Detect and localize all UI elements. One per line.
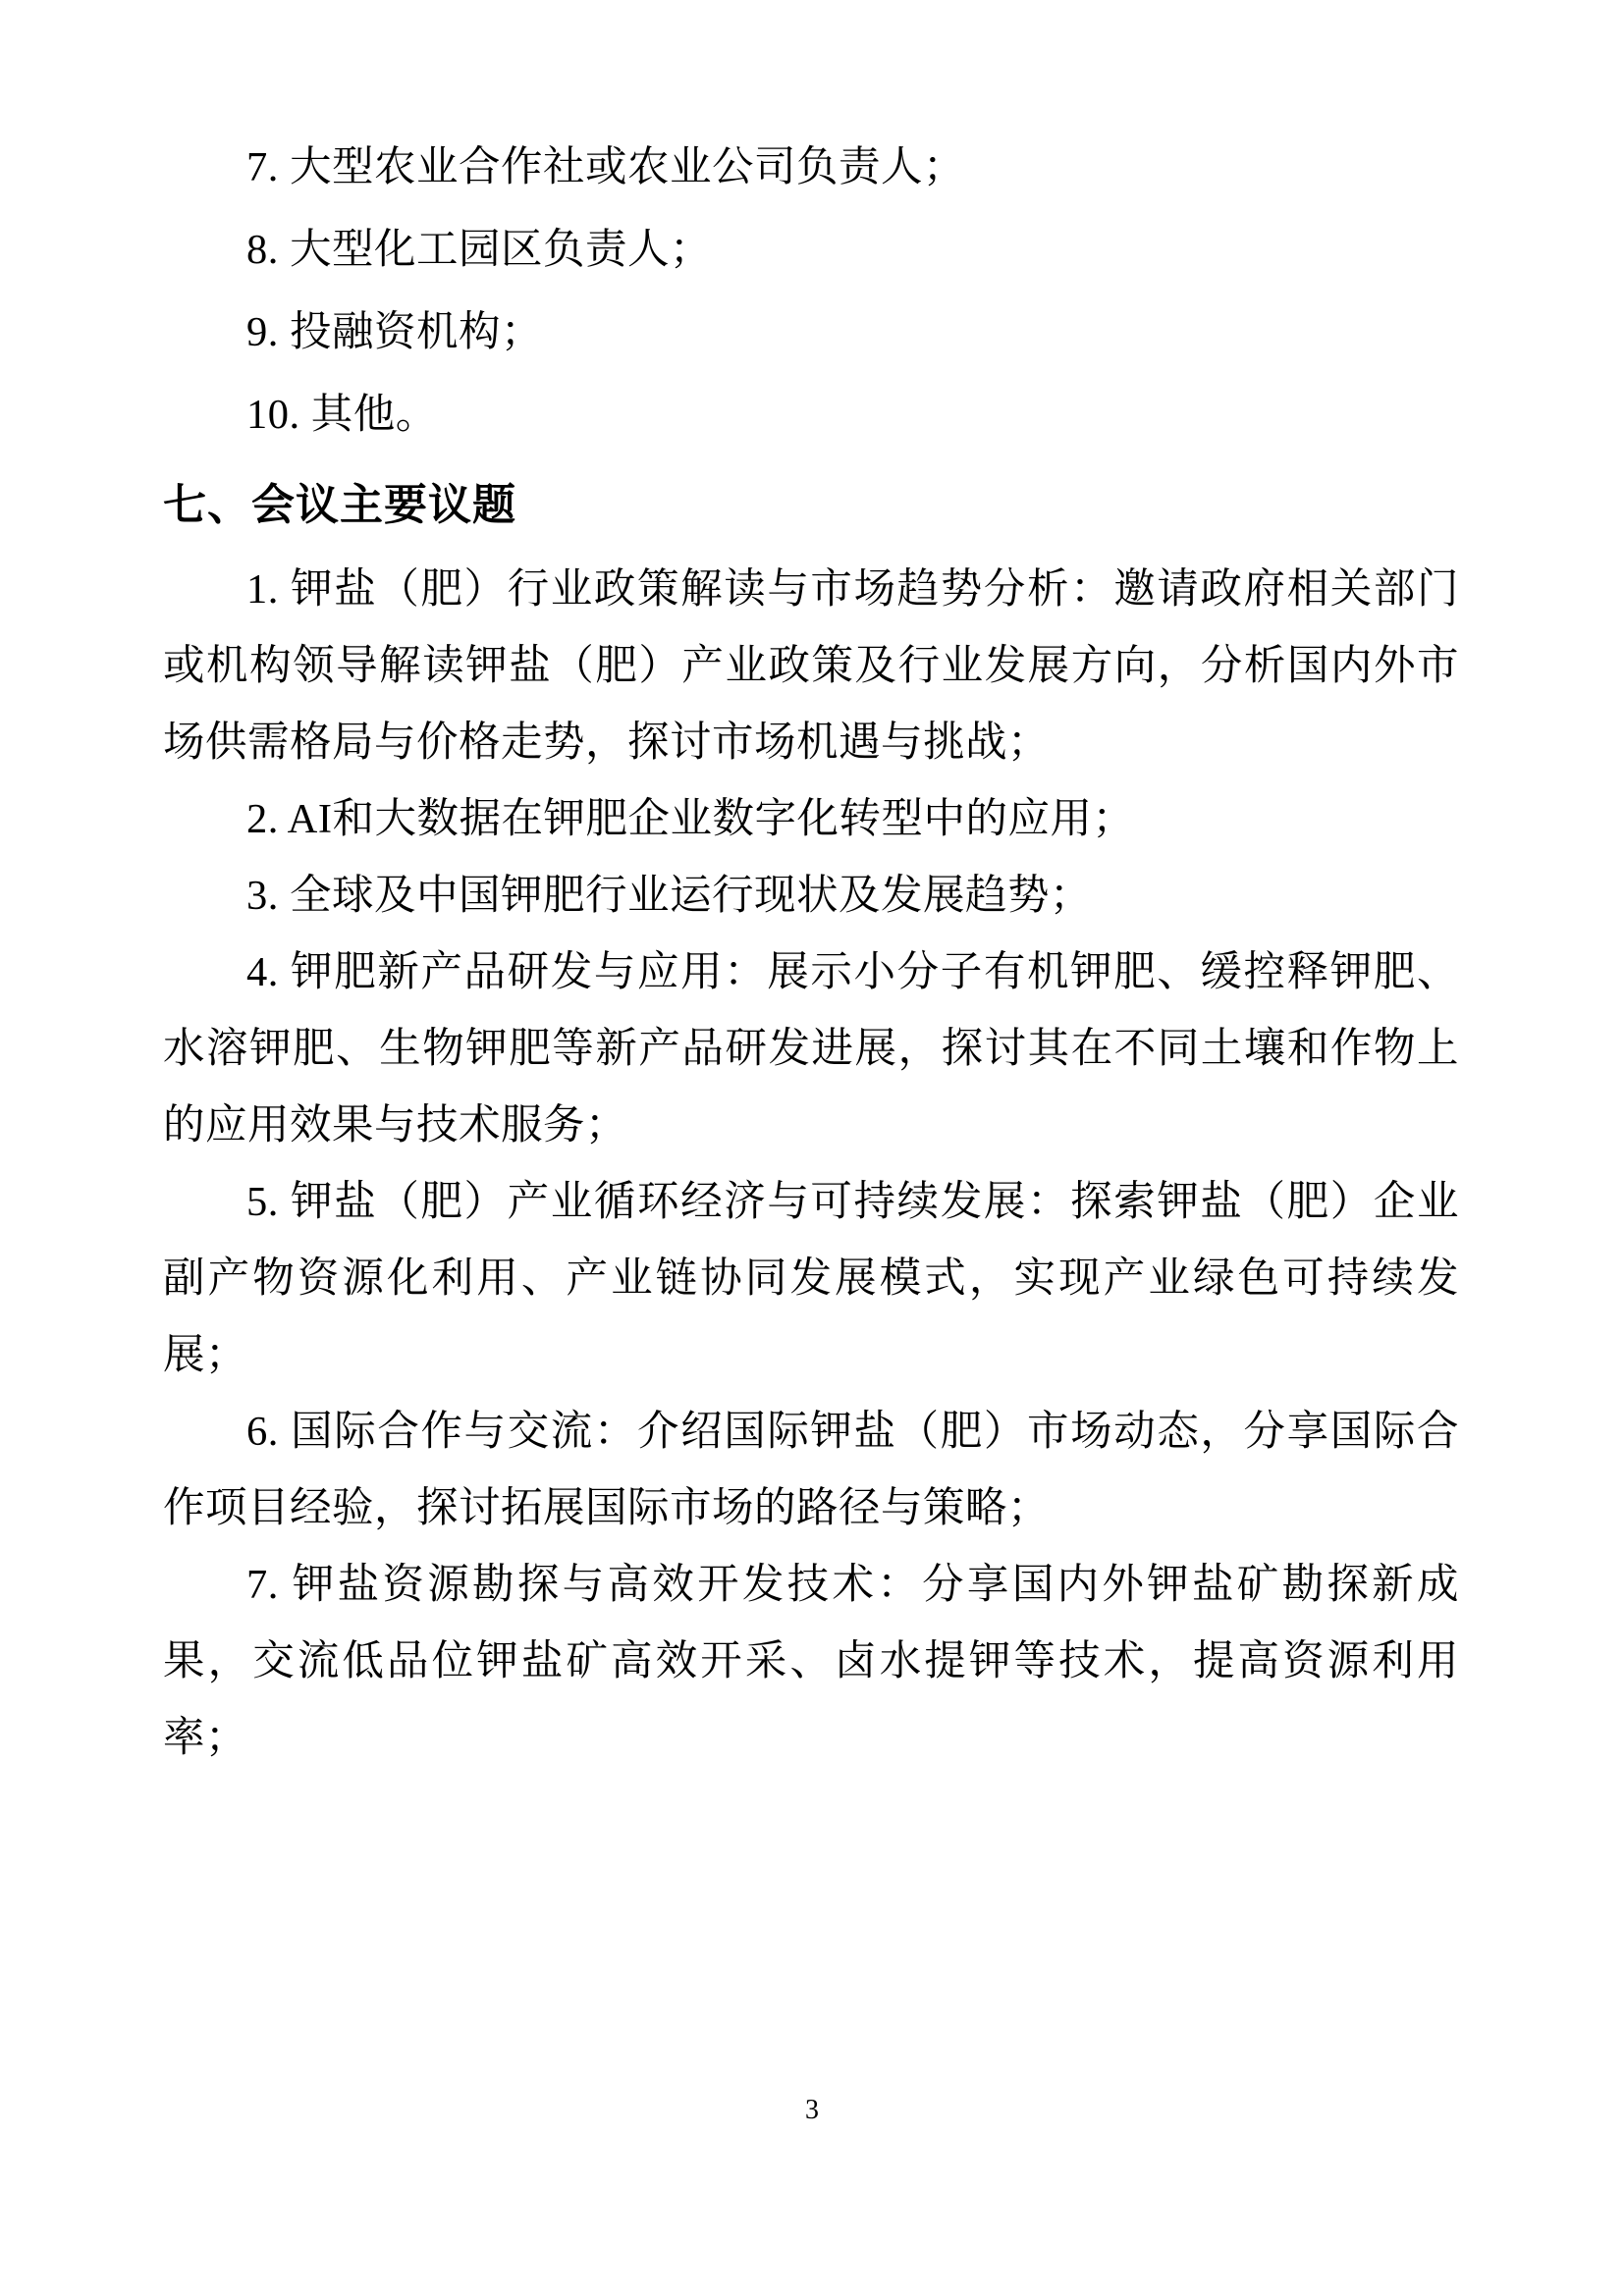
agenda-topic: 5. 钾盐（肥）产业循环经济与可持续发展：探索钾盐（肥）企业副产物资源化利用、产业链协同发展模式，实现产业绿色可持续发展； <box>163 1179 1459 1378</box>
agenda-topic: 6. 国际合作与交流：介绍国际钾盐（肥）市场动态，分享国际合作项目经验，探讨拓展国际市场的路径与策略； <box>163 1409 1459 1531</box>
list-item: 8. 大型化工园区负责人； <box>246 227 713 273</box>
agenda-topic: 4. 钾肥新产品研发与应用：展示小分子有机钾肥、缓控释钾肥、水溶钾肥、生物钾肥等新产品研发进展，探讨其在不同土壤和作物上的应用效果与技术服务； <box>163 949 1459 1148</box>
agenda-topic: 7. 钾盐资源勘探与高效开发技术：分享国内外钾盐矿勘探新成果，交流低品位钾盐矿高效开采、卤水提钾等技术，提高资源利用率； <box>163 1562 1459 1761</box>
agenda-topic: 3. 全球及中国钾肥行业运行现状及发展趋势； <box>246 873 1093 919</box>
page-content <box>163 130 1459 1777</box>
list-item: 10. 其他。 <box>246 392 438 438</box>
agenda-topic: 2. AI和大数据在钾肥企业数字化转型中的应用； <box>246 796 1135 842</box>
page-number: 3 <box>805 2095 819 2125</box>
list-item: 7. 大型农业合作社或农业公司负责人； <box>246 144 966 190</box>
section-heading: 七、会议主要议题 <box>163 481 516 529</box>
agenda-topic: 1. 钾盐（肥）行业政策解读与市场趋势分析：邀请政府相关部门或机构领导解读钾盐（肥）产业政策及行业发展方向，分析国内外市场供需格局与价格走势，探讨市场机遇与挑战； <box>163 566 1459 766</box>
list-item: 9. 投融资机构； <box>246 309 544 355</box>
